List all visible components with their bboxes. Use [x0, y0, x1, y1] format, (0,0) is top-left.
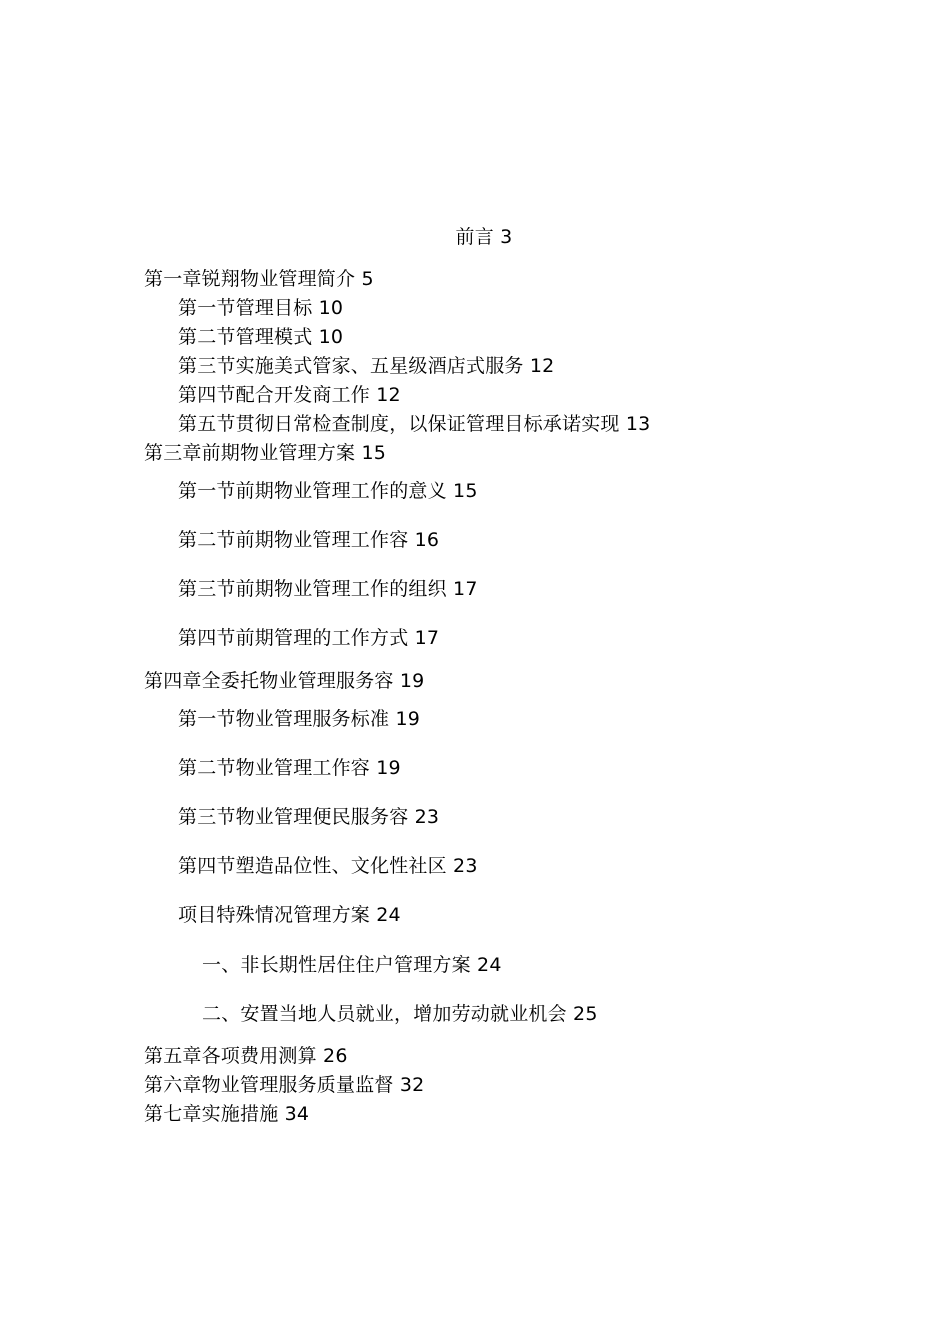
- toc-section-1-2[interactable]: 第二节管理模式 10: [178, 326, 344, 348]
- toc-preface[interactable]: 前言 3: [455, 226, 513, 248]
- toc-section-1-1[interactable]: 第一节管理目标 10: [178, 297, 344, 319]
- toc-section-3-2[interactable]: 第二节前期物业管理工作容 16: [178, 529, 440, 551]
- toc-section-4-2[interactable]: 第二节物业管理工作容 19: [178, 757, 401, 779]
- toc-section-1-3[interactable]: 第三节实施美式管家、五星级酒店式服务 12: [178, 355, 555, 377]
- toc-subsection-4-5-2[interactable]: 二、安置当地人员就业，增加劳动就业机会 25: [202, 1003, 598, 1025]
- toc-subsection-4-5-1[interactable]: 一、非长期性居住住户管理方案 24: [202, 954, 502, 976]
- toc-chapter-4[interactable]: 第四章全委托物业管理服务容 19: [144, 670, 425, 692]
- toc-section-4-5[interactable]: 项目特殊情况管理方案 24: [178, 904, 401, 926]
- toc-chapter-5[interactable]: 第五章各项费用测算 26: [144, 1045, 348, 1067]
- toc-section-3-4[interactable]: 第四节前期管理的工作方式 17: [178, 627, 440, 649]
- toc-section-1-4[interactable]: 第四节配合开发商工作 12: [178, 384, 401, 406]
- toc-chapter-3[interactable]: 第三章前期物业管理方案 15: [144, 442, 387, 464]
- toc-section-3-1[interactable]: 第一节前期物业管理工作的意义 15: [178, 480, 478, 502]
- toc-section-4-4[interactable]: 第四节塑造品位性、文化性社区 23: [178, 855, 478, 877]
- toc-section-1-5[interactable]: 第五节贯彻日常检查制度，以保证管理目标承诺实现 13: [178, 413, 651, 435]
- toc-section-3-3[interactable]: 第三节前期物业管理工作的组织 17: [178, 578, 478, 600]
- toc-section-4-1[interactable]: 第一节物业管理服务标准 19: [178, 708, 421, 730]
- toc-section-4-3[interactable]: 第三节物业管理便民服务容 23: [178, 806, 440, 828]
- toc-chapter-7[interactable]: 第七章实施措施 34: [144, 1103, 310, 1125]
- toc-chapter-1[interactable]: 第一章锐翔物业管理简介 5: [144, 268, 374, 290]
- toc-chapter-6[interactable]: 第六章物业管理服务质量监督 32: [144, 1074, 425, 1096]
